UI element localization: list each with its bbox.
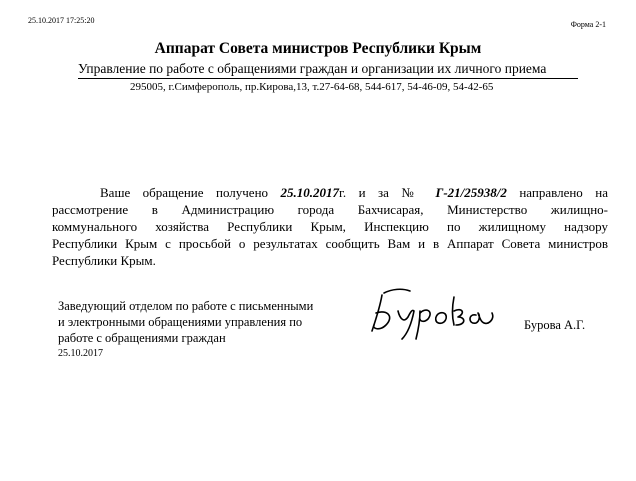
body-line-5: Республики Крым. [52,253,156,268]
form-number: Форма 2-1 [570,20,606,29]
body-line-4: Республики Крым с просьбой о результатах сообщить Вам и в Аппарат Совета министров [52,236,608,251]
organization-title: Аппарат Совета министров Республики Крым [154,40,482,57]
body-line-3: коммунального хозяйства Республики Крым, Инспекцию по жилищному надзору [52,219,608,234]
letter-body [52,184,608,269]
body-line-2: рассмотрение в Администрацию города Бахчисарая, Министерство жилищно- [52,202,608,217]
signature-date: 25.10.2017 [58,348,103,359]
body-line-1: Ваше обращение получено 25.10.2017г. и за № Г-21/25938/2 направлено на [100,185,608,200]
header-divider [78,78,578,79]
handwritten-signature [362,283,498,343]
print-datetime: 25.10.2017 17:25:20 [28,16,95,25]
signer-name: Бурова А.Г. [524,318,586,332]
department-name: Управление по работе с обращениями граждан и организации их личного приема [78,61,547,76]
signatory-title: Заведующий отделом по работе с письменными и электронными обращениями управления по работе с обращениями граждан [58,299,314,345]
received-date: 25.10.2017 [280,185,340,200]
address-line: 295005, г.Симферополь, пр.Кирова,13, т.27-64-68, 544-617, 54-46-09, 54-42-65 [130,81,494,93]
reference-number: Г-21/25938/2 [435,185,507,200]
